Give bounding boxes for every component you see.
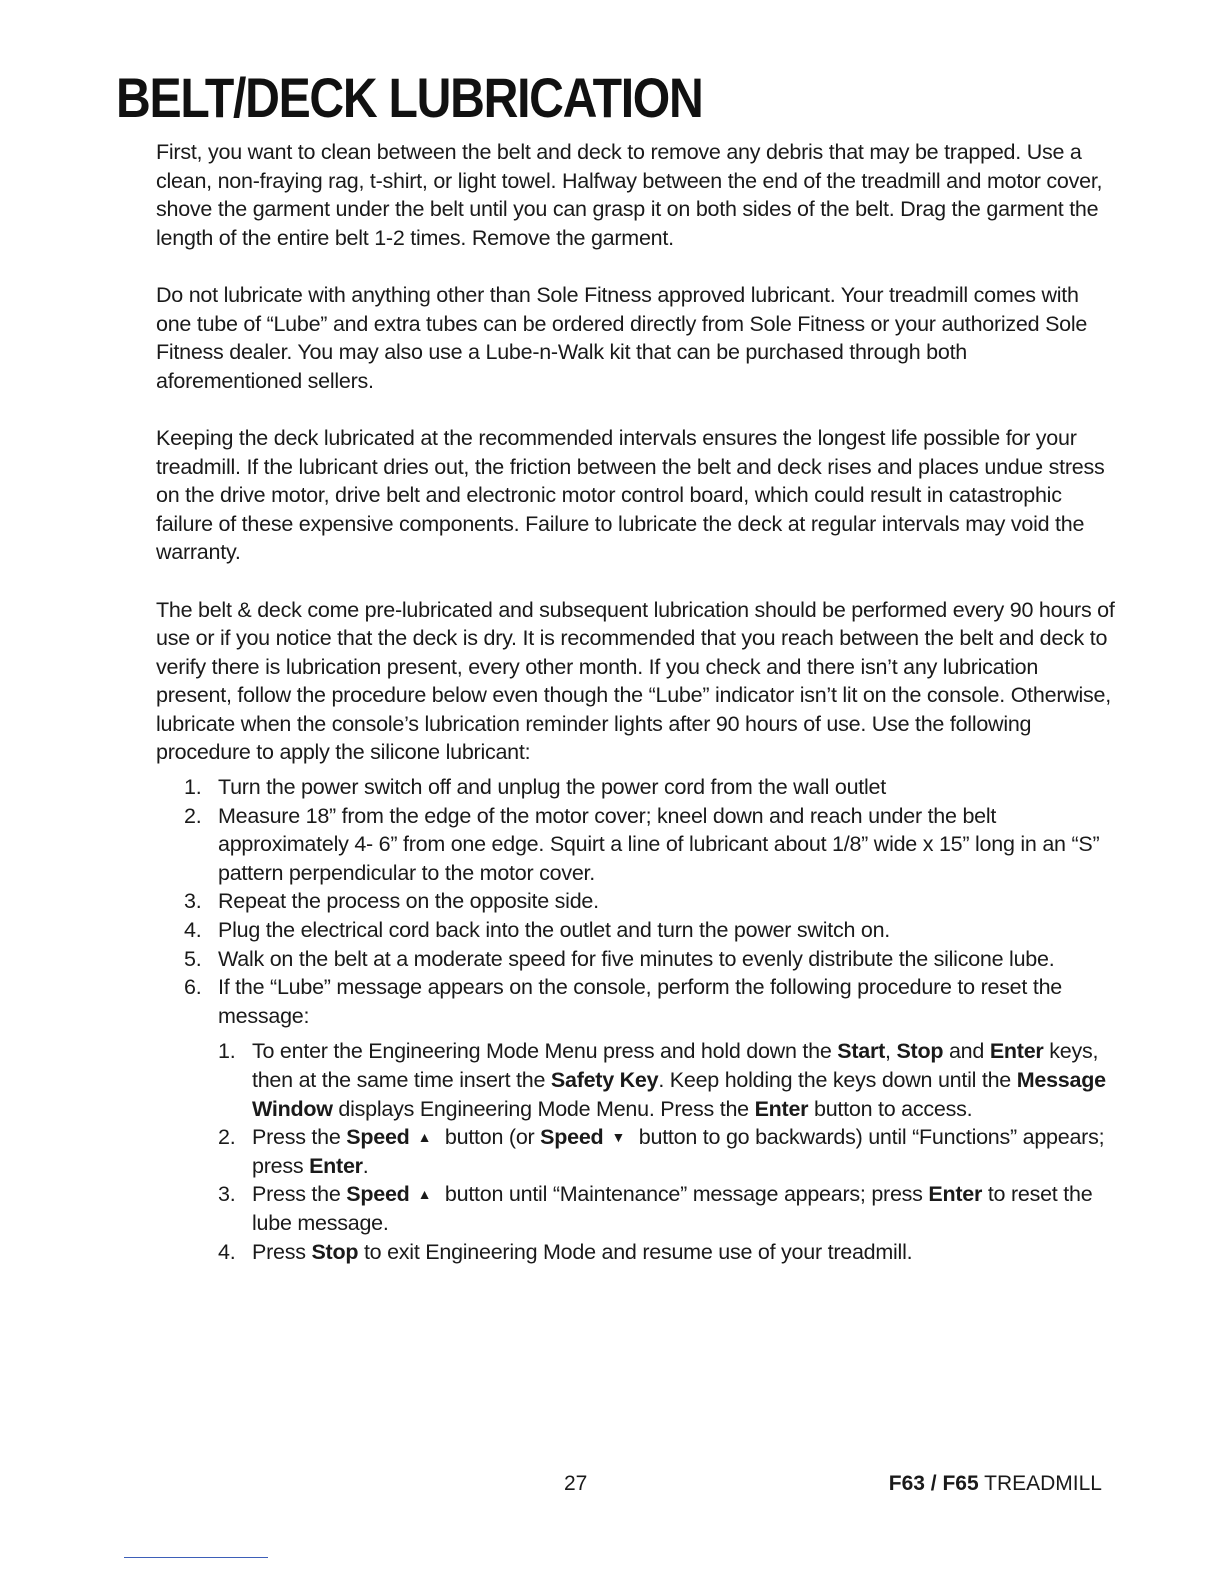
list-item [156, 916, 1116, 945]
key-enter-label: Enter [309, 1153, 363, 1178]
text-run: Press [252, 1239, 312, 1264]
substep-number: 1. [218, 1039, 236, 1064]
arrow-up-icon: ▲ [417, 1129, 432, 1146]
list-item [156, 773, 1116, 802]
key-start-label: Start [837, 1039, 885, 1064]
text-run: displays Engineering Mode Menu. Press the [332, 1096, 755, 1121]
text-run: and [943, 1039, 990, 1064]
reset-substeps [156, 1037, 1116, 1266]
list-item [156, 1037, 1116, 1123]
step-number: 4. [184, 918, 202, 943]
paragraph-lubricant: Do not lubricate with anything other than Sole Fitness approved lubricant. Your treadmill comes with one tube of “Lube” and extra tubes can be ordered directly from Sole Fitness or your authorized Sole Fitness dealer. You may also use a Lube-n-Walk kit that can be purchased through both aforementioned sellers. [156, 282, 1088, 393]
arrow-down-icon: ▼ [611, 1129, 626, 1146]
list-item [156, 945, 1116, 974]
key-enter-label: Enter [754, 1096, 809, 1121]
text-run: button to go backwards) until “Functions” appears; press [252, 1125, 1105, 1178]
text-run: button to access. [808, 1096, 973, 1121]
step-number: 5. [184, 946, 202, 971]
list-item [156, 802, 1116, 888]
list-item [156, 1238, 1116, 1267]
step-text: Walk on the belt at a moderate speed for five minutes to evenly distribute the silicone lube. [218, 946, 1055, 971]
scan-artifact-line [124, 1557, 268, 1558]
substep-text [252, 1180, 1116, 1237]
document-body [156, 138, 1116, 1266]
key-stop-label: Stop [896, 1039, 944, 1064]
substep-text [252, 1037, 1116, 1123]
paragraph-cleaning: First, you want to clean between the belt and deck to remove any debris that may be trapped. Use a clean, non-fraying rag, t-shirt, or light towel. Halfway between the end of the treadmill and motor cover, shove the garment under the belt until you can grasp it on both sides of the belt. Drag the garment the length of the entire belt 1-2 times. Remove the garment. [156, 140, 1103, 250]
message-window-label: Message Window [252, 1068, 1106, 1121]
step-text: Turn the power switch off and unplug the power cord from the wall outlet [218, 775, 886, 800]
safety-key-label: Safety Key [550, 1068, 659, 1092]
list-item [156, 887, 1116, 916]
text-run: , [885, 1039, 897, 1064]
substep-number: 2. [218, 1125, 236, 1150]
step-number: 3. [184, 889, 202, 914]
list-item [156, 1123, 1116, 1180]
paragraph-importance: Keeping the deck lubricated at the recommended intervals ensures the longest life possible for your treadmill. If the lubricant dries out, the friction between the belt and deck rises and places undue stress on the drive motor, drive belt and electronic motor control board, which could result in catastrophic failure of these expensive components. Failure to lubricate the deck at regular intervals may void the warranty. [156, 425, 1105, 565]
procedure-steps [156, 773, 1116, 1030]
key-enter-label: Enter [989, 1039, 1044, 1064]
product-type: TREADMILL [978, 1472, 1102, 1495]
page-number: 27 [564, 1472, 588, 1495]
text-run: Press the [252, 1125, 347, 1150]
text-run: keys, then at the same time insert the [252, 1039, 1099, 1092]
key-stop-label: Stop [311, 1239, 359, 1264]
key-speed-label: Speed [540, 1125, 604, 1150]
step-number: 6. [184, 975, 202, 1000]
text-run: to exit Engineering Mode and resume use of your treadmill. [358, 1239, 913, 1264]
text-run: Press the [252, 1182, 347, 1207]
step-text: If the “Lube” message appears on the console, perform the following procedure to reset the message: [218, 975, 1062, 1028]
text-run: . Keep holding the keys down until the [658, 1068, 1017, 1092]
substep-number: 3. [218, 1182, 236, 1207]
page-title: BELT/DECK LUBRICATION [116, 66, 703, 129]
step-text: Plug the electrical cord back into the outlet and turn the power switch on. [218, 918, 891, 943]
list-item [156, 973, 1116, 1030]
list-item [156, 1180, 1116, 1237]
key-speed-label: Speed [346, 1125, 410, 1150]
key-speed-label: Speed [346, 1182, 410, 1207]
text-run: To enter the Engineering Mode Menu press and hold down the [252, 1039, 838, 1064]
model-number: F63 / F65 [888, 1472, 979, 1495]
step-number: 1. [184, 775, 202, 800]
step-text: Repeat the process on the opposite side. [218, 889, 599, 914]
footer-model-name [889, 1472, 1102, 1496]
key-enter-label: Enter [928, 1182, 983, 1207]
paragraph-schedule: The belt & deck come pre-lubricated and subsequent lubrication should be performed every 90 hours of use or if you notice that the deck is dry. It is recommended that you reach between the belt and deck to verify there is lubrication present, every other month. If you check and there isn’t any lubrication present, follow the procedure below even though the “Lube” indicator isn’t lit on the console. Otherwise, lubricate when the console’s lubrication reminder lights after 90 hours of use. Use the following procedure to apply the silicone lubricant: [156, 597, 1115, 765]
text-run: to reset the lube message. [252, 1182, 1093, 1235]
step-number: 2. [184, 803, 202, 828]
text-run: button until “Maintenance” message appears; press [439, 1182, 929, 1207]
substep-text [252, 1123, 1116, 1180]
text-run: button (or [439, 1125, 541, 1150]
substep-number: 4. [218, 1239, 236, 1264]
step-text: Measure 18” from the edge of the motor cover; kneel down and reach under the belt approximately 4- 6” from one edge. Squirt a line of lubricant about 1/8” wide x 15” long in an “S” pattern perpendicular to the motor cover. [218, 803, 1100, 885]
text-run: . [362, 1153, 369, 1178]
arrow-up-icon: ▲ [417, 1186, 432, 1203]
substep-text [252, 1238, 1116, 1267]
